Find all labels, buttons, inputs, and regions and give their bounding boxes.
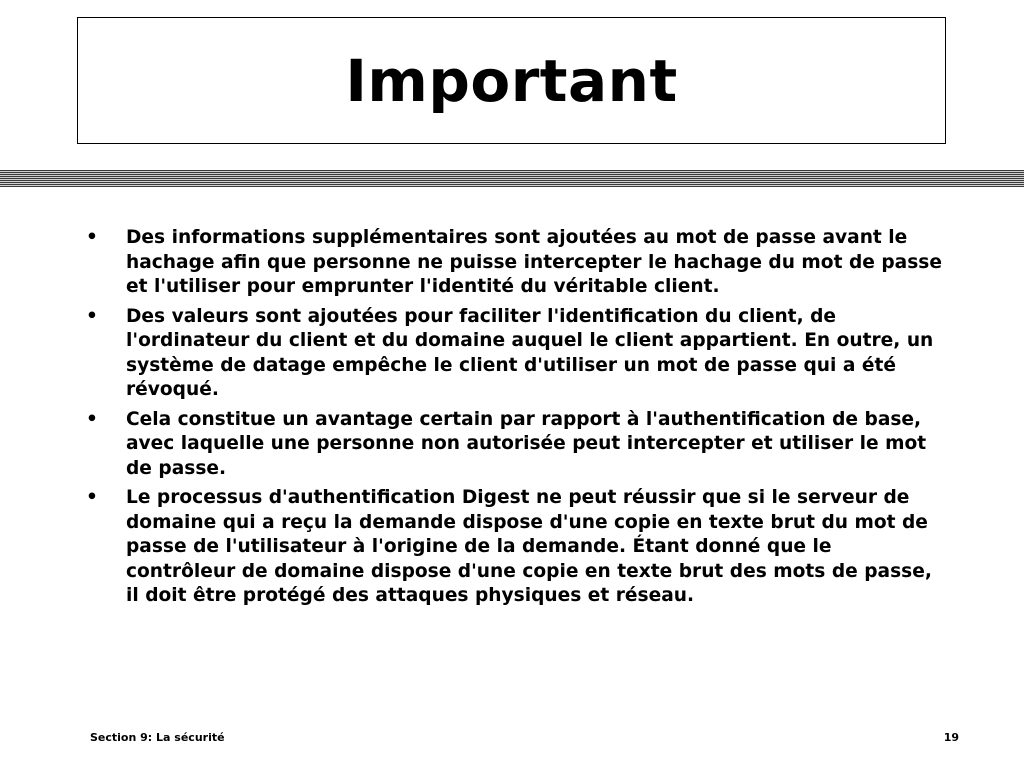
- bullet-text: Cela constitue un avantage certain par rapport à l'authentification de base, avec laquelle une personne non autorisée peut intercepter et utiliser le mot de passe.: [126, 408, 927, 479]
- title-box: [77, 17, 946, 144]
- bullet-item: [86, 305, 946, 403]
- bullet-item: [86, 486, 946, 609]
- slide-title: Important: [345, 46, 678, 115]
- bullet-text: Des valeurs sont ajoutées pour faciliter l'identification du client, de l'ordinateur du client et du domaine auquel le client appartient. En outre, un système de datage empêche le client d'utiliser un mot de passe qui a été révoqué.: [126, 305, 934, 400]
- bullet-marker: •: [86, 408, 98, 430]
- footer-section-label: Section 9: La sécurité: [90, 731, 225, 744]
- footer-page-number: 19: [943, 731, 959, 744]
- bullet-text: Des informations supplémentaires sont ajoutées au mot de passe avant le hachage afin que personne ne puisse intercepter le hachage du mot de passe et l'utiliser pour emprunter l'identité du véritable client.: [126, 227, 942, 297]
- bullet-marker: •: [86, 305, 98, 327]
- bullet-marker: •: [86, 487, 98, 508]
- bullet-text: Le processus d'authentification Digest ne peut réussir que si le serveur de domaine qui a reçu la demande dispose d'une copie en texte brut du mot de passe de l'utilisateur à l'origine de la demande. Étant donné que le contrôleur de domaine dispose d'une copie en texte brut des mots de passe, il doit être protégé des attaques physiques et réseau.: [126, 487, 932, 606]
- bullet-item: [86, 226, 946, 300]
- divider-band: [0, 170, 1024, 187]
- bullet-marker: •: [86, 227, 98, 248]
- bullet-list: [86, 226, 946, 614]
- bullet-item: [86, 408, 946, 482]
